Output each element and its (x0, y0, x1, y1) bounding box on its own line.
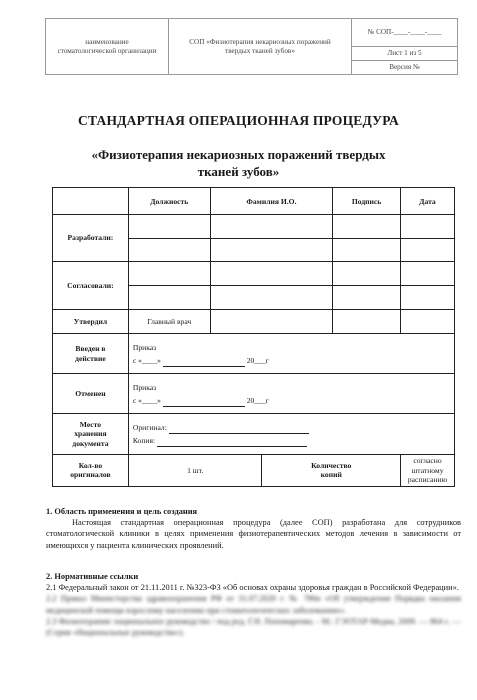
cancelled-order-cell (128, 374, 454, 414)
developed-label: Разработали: (53, 215, 129, 262)
copies-value-line-1: согласно штатному (411, 456, 444, 475)
copy-label: Копия: (132, 436, 156, 445)
enacted-line-2: действие (75, 353, 106, 363)
copies-count-label (262, 455, 401, 487)
section-2-item-2: 2.2 Приказ Министерства здравоохранения РФ от 31.07.2020 г. № 786н «Об утверждении Порядка оказания медицинской помощи взрослому населению при стоматологических заболеваниях». (46, 594, 461, 615)
agreed-position-2[interactable] (128, 286, 210, 310)
org-line-1: наименование (85, 37, 129, 46)
originals-line-2: оригиналов (70, 470, 111, 480)
developed-name-1[interactable] (210, 215, 333, 239)
enacted-label (53, 334, 129, 374)
original-label: Оригинал: (132, 423, 167, 432)
enacted-order-from: с «____» (132, 355, 161, 365)
section-1 (46, 506, 461, 551)
column-header-date: Дата (401, 188, 455, 215)
column-header-position: Должность (128, 188, 210, 215)
document-header-table (45, 18, 458, 75)
subtitle-line-2: тканей зубов» (197, 164, 280, 179)
section-2-heading: 2. Нормативные ссылки (46, 572, 139, 581)
sop-title-cell (169, 19, 352, 75)
section-1-heading: 1. Область применения и цель создания (46, 507, 198, 516)
agreed-date-1[interactable] (401, 262, 455, 286)
copy-line (157, 437, 307, 447)
agreed-label: Согласовали: (53, 262, 129, 310)
developed-position-2[interactable] (128, 239, 210, 262)
org-line-2: стоматологической организации (57, 46, 157, 55)
copies-line-2: копий (320, 470, 342, 480)
developed-name-2[interactable] (210, 239, 333, 262)
developed-position-1[interactable] (128, 215, 210, 239)
approved-position: Главный врач (128, 310, 210, 334)
cancelled-label: Отменен (53, 374, 129, 414)
version-number: Версия № (389, 63, 420, 71)
copies-line-1: Количество (311, 460, 352, 470)
agreed-date-2[interactable] (401, 286, 455, 310)
storage-line-1: Место (79, 419, 102, 429)
approval-table (52, 187, 455, 487)
corner-cell (53, 188, 129, 215)
section-2 (46, 571, 461, 638)
storage-copy[interactable] (133, 434, 451, 447)
column-header-signature: Подпись (333, 188, 401, 215)
originals-count-label (53, 455, 129, 487)
agreed-signature-2[interactable] (333, 286, 401, 310)
approved-label: Утвердил (53, 310, 129, 334)
copies-value-line-2: расписанию (407, 475, 448, 484)
agreed-position-1[interactable] (128, 262, 210, 286)
storage-line-3: документа (72, 438, 109, 448)
cancelled-order-date-line (163, 397, 245, 407)
cancelled-order-date[interactable] (133, 394, 451, 407)
originals-line-1: Кол-во (78, 460, 103, 470)
agreed-signature-1[interactable] (333, 262, 401, 286)
document-subtitle (0, 146, 477, 180)
cancelled-order-label: Приказ (132, 382, 157, 392)
enacted-order-label: Приказ (132, 342, 157, 352)
originals-count-value: 1 шт. (128, 455, 262, 487)
sop-number-cell: № СОП-____-____-____ (352, 19, 458, 47)
document-title: СТАНДАРТНАЯ ОПЕРАЦИОННАЯ ПРОЦЕДУРА (78, 113, 399, 128)
sheet-number: Лист 1 из 5 (352, 47, 457, 61)
section-2-item-3: 2.3 Физиотерапия: национальное руководство / под ред. Г.Н. Пономаренко. - М.: ГЭОТАР-Медиа, 2009. — 864 с. — (Серия «Национальные руководства»). (46, 616, 461, 638)
sheet-cell (352, 47, 458, 75)
developed-date-1[interactable] (401, 215, 455, 239)
copies-count-value (401, 455, 455, 487)
enacted-order-date[interactable] (133, 354, 451, 367)
developed-signature-1[interactable] (333, 215, 401, 239)
column-header-name: Фамилия И.О. (210, 188, 333, 215)
enacted-order-date-line (163, 357, 245, 367)
agreed-name-2[interactable] (210, 286, 333, 310)
sop-line-2: твердых тканей зубов» (225, 46, 295, 55)
original-line (169, 424, 309, 434)
section-1-text: Настоящая стандартная операционная процедура (далее СОП) разработана для сотрудников стоматологической клиники в целях применения физиотерапевтических методов лечения в зависимости от имеющихся у пациента клинических проявлений. (46, 518, 461, 550)
subtitle-line-1: «Физиотерапия некариозных поражений твердых (91, 147, 386, 162)
developed-date-2[interactable] (401, 239, 455, 262)
organization-name-cell (46, 19, 169, 75)
approved-signature[interactable] (333, 310, 401, 334)
approved-date[interactable] (401, 310, 455, 334)
sop-line-1: СОП «Физиотерапия некариозных поражений (189, 37, 331, 46)
approved-name[interactable] (210, 310, 333, 334)
agreed-name-1[interactable] (210, 262, 333, 286)
enacted-line-1: Введен в (75, 344, 106, 353)
storage-line-2: хранения (74, 429, 107, 439)
cancelled-order-year: 20___г (246, 395, 269, 405)
enacted-order-cell (128, 334, 454, 374)
enacted-order-year: 20___г (246, 355, 269, 365)
section-2-item-1: 2.1 Федеральный закон от 21.11.2011 г. №323-ФЗ «Об основах охраны здоровья граждан в Российской Федерации». (46, 583, 459, 593)
storage-label (53, 414, 129, 455)
storage-cell (128, 414, 454, 455)
cancelled-order-from: с «____» (132, 395, 161, 405)
developed-signature-2[interactable] (333, 239, 401, 262)
storage-original[interactable] (133, 421, 451, 434)
